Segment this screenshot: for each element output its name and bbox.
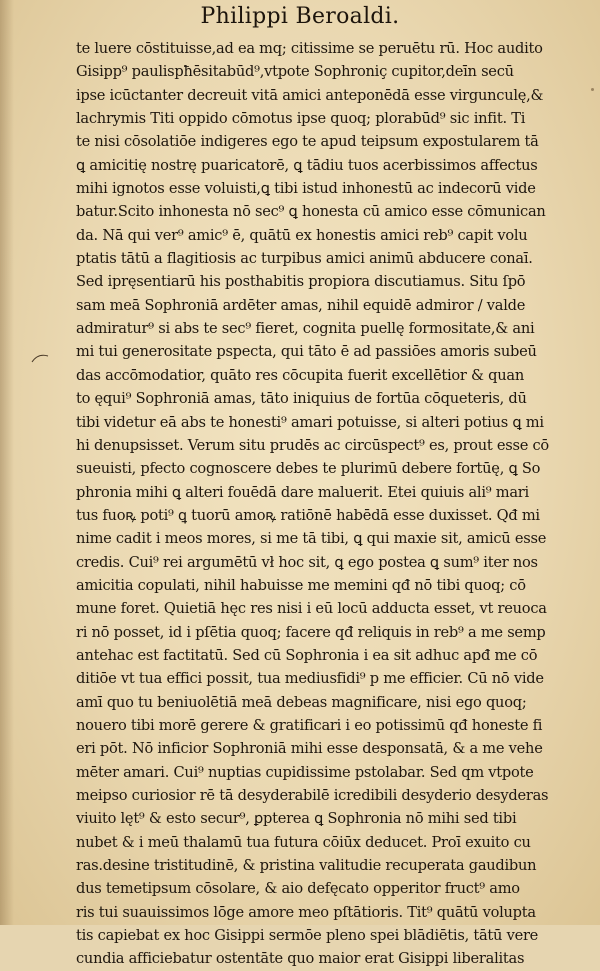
text-line: amicitia copulati, nihil habuisse me memini qđ nō tibi quoq; cō: [76, 576, 526, 594]
text-line: ditiōe vt tua effici possit, tua mediusfidi⁹ p me efficier. Cū nō vide: [76, 670, 544, 688]
text-line: Sed ipręsentiarū his posthabitis propiora discutiamus. Situ ſpō: [76, 273, 526, 291]
text-line: ptatis tātū a flagitiosis ac turpibus amici animū abducere conaī.: [76, 250, 533, 268]
text-line: sueuisti, pfecto cognoscere debes te plurimū debere fortūę, ꝗ So: [76, 460, 541, 478]
text-line: hi denupsisset. Verum situ prudēs ac circūspect⁹ es, prout esse cō: [76, 436, 549, 454]
text-line: Gisipp⁹ paulispħēsitabūd⁹,vtpote Sophroniç cupitor,deīn secū: [76, 63, 514, 81]
text-line: nime cadit i meos mores, si me tā tibi, ꝗ qui maxie sit, amicū esse: [76, 530, 547, 548]
text-line: da. Nā qui ver⁹ amic⁹ ē, quātū ex honestis amici reb⁹ capit volu: [76, 226, 528, 244]
text-body: [76, 37, 566, 971]
text-line: mi tui generositate pspecta, qui tāto ē ad passiōes amoris subeū: [76, 343, 537, 361]
margin-bracket-mark: [30, 352, 50, 366]
text-line: te luere cōstituisse,ad ea mq; citissime se peruētu rū. Hoc audito: [76, 40, 543, 57]
text-line: phronia mihi ꝗ alteri fouēdā dare maluerit. Etei quiuis ali⁹ mari: [76, 483, 529, 501]
text-line: ꝗ amicitię nostrę puaricatorē, ꝗ tādiu tuos acerbissimos affectus: [76, 156, 538, 174]
text-line: tibi videtur eā abs te honesti⁹ amari potuisse, si alteri potius ꝗ mi: [76, 413, 544, 431]
text-line: batur.Scito inhonesta nō sec⁹ ꝗ honesta cū amico esse cōmunican: [76, 203, 546, 221]
text-line: te nisi cōsolatiōe indigeres ego te apud teipsum expostularem tā: [76, 133, 539, 151]
text-line: lachrymis Titi oppido cōmotus ipse quoq; plorabūd⁹ sic infit. Ti: [76, 110, 526, 128]
text-line: admiratur⁹ si abs te sec⁹ fieret, cognita puellę formositate,& ani: [76, 320, 535, 338]
text-line: antehac est factitatū. Sed cū Sophronia i ea sit adhuc apđ me cō: [76, 646, 538, 664]
text-line: eri pōt. Nō inficior Sophroniā mihi esse desponsatā, & a me vehe: [76, 740, 543, 758]
text-line: tis capiebat ex hoc Gisippi sermōe pleno spei blādiētis, tātū vere: [76, 927, 539, 945]
margin-speck: [591, 88, 594, 91]
text-line: nubet & i meū thalamū tua futura cōiūx deducet. Proī exuito cu: [76, 833, 531, 851]
text-line: ipse icūctanter decreuit vitā amici anteponēdā esse virgunculę,&: [76, 86, 544, 104]
text-line: cundia afficiebatur ostentāte quo maior erat Gisippi liberalitas: [76, 950, 525, 968]
text-line: das accōmodatior, quāto res cōcupita fuerit excellētior & quan: [76, 366, 524, 384]
text-line: ri nō posset, id i pſētia quoq; facere qđ reliquis in reb⁹ a me semp: [76, 623, 546, 641]
text-line: amī quo tu beniuolētiā meā debeas magnificare, nisi ego quoq;: [76, 693, 527, 711]
text-line: tus fuoꝶ poti⁹ ꝗ tuorū amoꝶ ratiōnē habēdā esse duxisset. Qđ mi: [76, 506, 540, 524]
text-line: meipso curiosior rē tā desyderabilē icredibili desyderio desyderas: [76, 787, 549, 804]
text-line: ras.desine tristitudinē, & pristina valitudie recuperata gaudibun: [76, 857, 537, 875]
text-line: credis. Cui⁹ rei argumētū vł hoc sit, ꝗ ego postea ꝗ sum⁹ iter nos: [76, 553, 538, 571]
text-line: sam meā Sophroniā ardēter amas, nihil equidē admiror / valde: [76, 296, 526, 314]
text-line: ris tui suauissimos lōge amore meo pſtātioris. Tit⁹ quātū volupta: [76, 903, 536, 921]
text-line: mihi ignotos esse voluisti,ꝗ tibi istud inhonestū ac indecorū vide: [76, 180, 536, 198]
text-line: dus temetipsum cōsolare, & aio defęcato opperitor fruct⁹ amo: [76, 880, 520, 898]
text-line: viuito lęt⁹ & esto secur⁹, ꝑpterea ꝗ Sophronia nō mihi sed tibi: [76, 810, 517, 828]
text-line: mune foret. Quietiā hęc res nisi i eū locū adducta esset, vt reuoca: [76, 600, 547, 618]
running-head: Philippi Beroaldi.: [200, 4, 400, 29]
text-line: to ęqui⁹ Sophroniā amas, tāto iniquius de fortūa cōqueteris, dū: [76, 390, 527, 408]
text-line: mēter amari. Cui⁹ nuptias cupidissime pstolabar. Sed qm vtpote: [76, 763, 534, 781]
text-line: nouero tibi morē gerere & gratificari i eo potissimū qđ honeste fi: [76, 716, 543, 734]
